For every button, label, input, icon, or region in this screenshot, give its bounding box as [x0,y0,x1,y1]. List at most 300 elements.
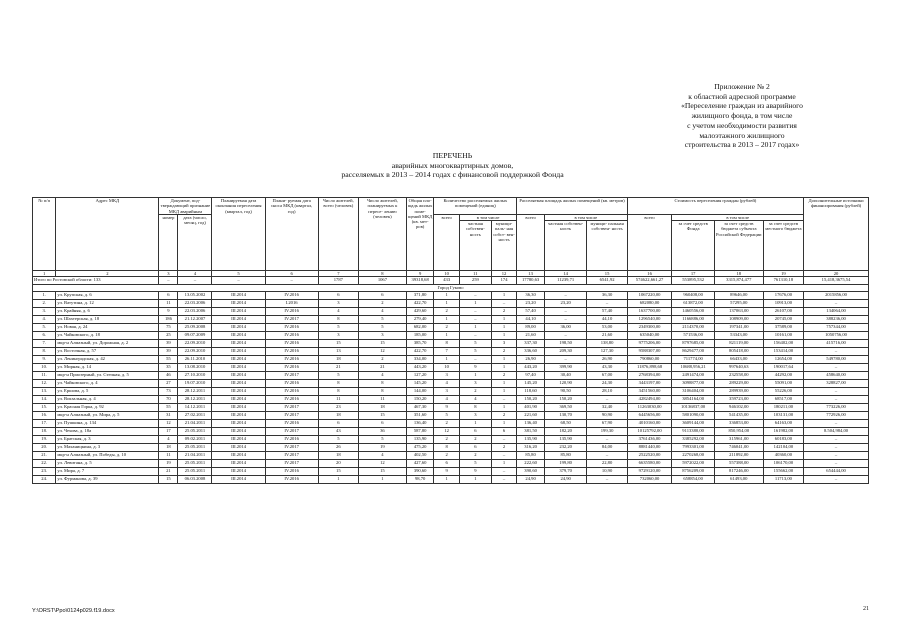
header-space-private: частная собствен- ность [544,221,586,271]
table-cell: 3 [459,380,491,388]
header-extra-sources: Дополнительные источники финансирования (рублей) [804,198,869,271]
document-title [0,151,905,180]
table-cell: 18 [318,356,358,364]
table-cell: 443,20 [517,364,545,372]
table-cell: 12 [159,420,178,428]
table-cell: 7. [33,340,56,348]
table-cell: 6635580,00 [627,460,672,468]
column-number: 18 [714,271,763,277]
table-cell: III.2014 [212,436,265,444]
table-row [33,404,869,412]
table-cell: 587,80 [406,428,434,436]
table-cell: III.2014 [212,412,265,420]
table-cell: 25.05.2011 [178,468,212,476]
table-cell: 24,90 [544,476,586,484]
table-cell: 805418,00 [714,348,763,356]
table-cell: 22.03.2006 [178,300,212,308]
address-cell: ул. Восточная, д. 57 [56,348,159,356]
table-cell: 371,80 [406,292,434,300]
table-cell: 3385292,00 [672,436,714,444]
table-cell: 135,90 [544,436,586,444]
table-row [33,420,869,428]
table-cell: 23,20 [544,300,586,308]
table-cell: IV.2016 [265,364,318,372]
table-cell: 2. [33,300,56,308]
table-cell: 2 [434,436,459,444]
appendix-line: Приложение № 2 [714,82,770,91]
table-row [33,340,869,348]
table-cell: IV.2016 [265,324,318,332]
table-cell: 22.09.2010 [178,340,212,348]
table-cell: 18 [318,452,358,460]
table-cell: 381,50 [517,428,545,436]
table-cell: 15 [318,340,358,348]
table-cell: – [544,356,586,364]
total-cell: 259 [459,277,491,285]
table-cell: 150,20 [544,396,586,404]
table-cell: 150,20 [517,396,545,404]
table-cell: – [587,300,627,308]
table-cell: 369,50 [544,404,586,412]
address-cell: ул. Красная Горка, д. 92 [56,404,159,412]
column-number: 14 [544,271,586,277]
table-cell: 137063,00 [714,308,763,316]
table-cell: III.2014 [212,404,265,412]
city-row [33,285,869,292]
table-cell: – [491,300,517,308]
table-cell: IV.2017 [265,452,318,460]
table-cell: – [544,332,586,340]
table-cell: – [459,308,491,316]
table-cell: – [587,436,627,444]
table-cell: 190017,64 [763,364,803,372]
table-cell: 13. [33,388,56,396]
table-cell: 4 [359,308,407,316]
table-cell: III.2014 [212,292,265,300]
table-cell: 75 [159,324,178,332]
table-cell: 772926,00 [804,412,869,420]
table-cell: 1 [434,476,459,484]
table-cell: 8 [459,404,491,412]
table-cell: 3443197,00 [627,380,672,388]
table-cell: 1 [359,476,407,484]
table-cell: 422,70 [406,348,434,356]
table-cell: 1 [491,404,517,412]
table-cell: 130,70 [544,412,586,420]
table-cell: – [587,452,627,460]
table-cell: – [491,396,517,404]
total-cell: – [265,277,318,285]
table-cell: 475,20 [406,444,434,452]
table-cell: 142104,00 [763,444,803,452]
table-cell: 120,90 [544,380,586,388]
header-planned-demolition: Плани- руемая дата сноса МКД (квартал, год) [265,198,318,271]
table-cell: 4. [33,316,56,324]
table-cell: 3 [359,332,407,340]
table-cell: 1166886,00 [672,316,714,324]
table-cell: 711774,00 [672,356,714,364]
table-cell: 144,00 [406,388,434,396]
table-cell: 8 [434,444,459,452]
table-cell: 22,80 [587,460,627,468]
table-row [33,476,869,484]
table-row [33,452,869,460]
table-row [33,444,869,452]
table-cell: 21.04.2011 [178,420,212,428]
table-cell: 89,00 [517,324,545,332]
header-doc-number: номер [159,214,178,270]
header-rooms-private: частная собствен- ность [459,221,491,271]
table-cell: III.2014 [212,396,265,404]
table-cell: 15 [359,340,407,348]
table-cell: 44292,00 [763,372,803,380]
table-cell: 153414,00 [763,348,803,356]
table-cell: 3. [33,308,56,316]
table-cell: 2522520,00 [627,452,672,460]
table-cell: 289229,00 [714,380,763,388]
table-cell: 402,50 [406,452,434,460]
total-cell: 6541,92 [587,277,627,285]
address-cell: ул. Крупская, д. 6 [56,292,159,300]
table-cell: 43,30 [587,364,627,372]
table-cell: 385,70 [406,340,434,348]
table-cell: 1 [459,300,491,308]
table-cell: 12 [359,348,407,356]
column-number: 19 [763,271,803,277]
table-cell: – [544,292,586,300]
table-cell: 3 [434,372,459,380]
table-cell: 14.12.2011 [178,404,212,412]
table-cell: 106170,00 [763,460,803,468]
table-cell: 15 [318,468,358,476]
header-cost: Стоимость переселения граждан (рублей) [627,198,803,215]
table-cell: 26 [318,444,358,452]
table-cell: 6 [459,444,491,452]
table-cell: 289939,00 [714,388,763,396]
table-cell: 36,00 [544,324,586,332]
table-cell: 351,60 [406,412,434,420]
table-cell: 9 [434,468,459,476]
table-cell: 3 [318,300,358,308]
table-cell: 946102,00 [714,404,763,412]
appendix-line: «Переселение граждан из аварийного [681,101,803,111]
table-cell: 23,20 [517,300,545,308]
address-cell: ул. Вокзальная, д. 4 [56,396,159,404]
table-cell: 757344,00 [804,324,869,332]
table-cell: 2270268,00 [672,452,714,460]
total-cell: 174 [491,277,517,285]
table-cell: 09.07.2009 [178,332,212,340]
table-cell: 9 [434,404,459,412]
header-cost-total: всего [627,214,672,270]
table-cell: 4 [359,372,407,380]
table-cell: 73 [159,388,178,396]
table-cell: III.2014 [212,452,265,460]
table-cell: 57,40 [587,308,627,316]
table-cell: 9 [159,308,178,316]
table-cell: IV.2016 [265,348,318,356]
table-cell: 1 [434,292,459,300]
table-cell: I.2016 [265,300,318,308]
table-row [33,396,869,404]
table-cell: IV.2016 [265,476,318,484]
table-cell: 5972022,00 [672,460,714,468]
address-cell: ул. Крайняя, д. 6 [56,308,159,316]
table-cell: 635040,00 [627,332,672,340]
table-cell: 9. [33,356,56,364]
table-cell: – [544,316,586,324]
table-cell: 12654,00 [763,356,803,364]
table-cell: IV.2016 [265,420,318,428]
table-cell: 2 [359,300,407,308]
column-number: 5 [212,271,265,277]
table-cell: 26,90 [587,356,627,364]
table-cell: 156402,00 [763,340,803,348]
address-cell: ул. Мирная, д. 14 [56,364,159,372]
table-cell: 5 [359,324,407,332]
table-cell: 6 [318,292,358,300]
appendix-line: жилищного фонда, в том числе [691,111,793,121]
table-cell: 1296540,00 [627,316,672,324]
table-cell: 427,60 [406,460,434,468]
table-cell: IV.2016 [265,308,318,316]
table-cell: 13.08.2010 [178,364,212,372]
table-cell: 24,90 [517,476,545,484]
table-cell: 199,30 [587,428,627,436]
table-cell: 2 [491,372,517,380]
table-cell: 1 [434,300,459,308]
address-cell: ул. Шахтерская, д. 18 [56,316,159,324]
table-cell: 6 [159,292,178,300]
table-cell: 3 [318,332,358,340]
table-cell: 5 [318,436,358,444]
table-cell: 68,50 [544,420,586,428]
table-cell: IV.2016 [265,396,318,404]
table-cell: 422,70 [406,300,434,308]
total-row [33,277,869,285]
table-cell: 103131,00 [763,412,803,420]
table-cell: 415716,00 [804,340,869,348]
address-cell: мкр-н Алмазный, ул. Дорожная, д. 2 [56,340,159,348]
houses-table [32,197,869,484]
table-cell: – [804,460,869,468]
page-number: 21 [863,606,869,612]
table-cell: – [804,388,869,396]
table-cell: 11 [318,396,358,404]
table-cell: 15 [359,412,407,420]
table-cell: 222,60 [517,460,545,468]
table-cell: 6 [491,428,517,436]
table-cell: 5801090,00 [672,412,714,420]
address-cell: мкр-н Алмазный, ул. Победы, д. 10 [56,452,159,460]
table-cell: 1050756,00 [804,332,869,340]
table-cell: 19 [359,444,407,452]
table-cell: 1460556,00 [672,308,714,316]
table-cell: 2 [459,436,491,444]
table-row [33,380,869,388]
table-cell: 541435,00 [714,412,763,420]
table-cell: 134064,00 [804,308,869,316]
table-cell: IV.2017 [265,372,318,380]
table-cell: 17676,00 [763,292,803,300]
table-row [33,308,869,316]
table-cell: III.2014 [212,308,265,316]
table-cell: 32,40 [587,404,627,412]
table-cell: 18 [159,444,178,452]
column-number: 6 [265,271,318,277]
table-cell: 182,20 [544,428,586,436]
table-cell: 3 [434,388,459,396]
header-doc-date: дата (число, месяц, год) [178,214,212,270]
header-address: Адрес МКД [56,198,159,271]
table-row [33,372,869,380]
table-cell: III.2014 [212,460,265,468]
table-cell: – [804,396,869,404]
table-cell: 57,40 [517,308,545,316]
table-cell: 13.05.2002 [178,292,212,300]
table-cell: 20745,00 [763,316,803,324]
table-cell: 26.11.2010 [178,356,212,364]
table-cell: 145,20 [406,380,434,388]
total-cell: – [178,277,212,285]
table-cell: 12 [434,428,459,436]
table-cell: III.2014 [212,388,265,396]
table-cell: 3098877,00 [672,380,714,388]
table-row [33,428,869,436]
table-cell: 198,50 [544,340,586,348]
table-cell: 2 [491,444,517,452]
column-number: 2 [56,271,159,277]
table-cell: 5. [33,324,56,332]
table-cell: 15. [33,404,56,412]
table-cell: 22.03.2006 [178,308,212,316]
table-cell: 571536,00 [672,332,714,340]
total-cell: 39318,68 [406,277,434,285]
table-cell: 6 [359,420,407,428]
table-cell: 960408,00 [672,292,714,300]
table-cell: 10688,956,21 [672,364,714,372]
table-cell: 2 [491,308,517,316]
table-cell: 27.02.2011 [178,412,212,420]
table-cell: 1 [491,420,517,428]
table-cell: 11 [359,396,407,404]
table-cell: 232,20 [544,444,586,452]
table-cell: 8.504,984,00 [804,428,869,436]
table-cell: 11 [159,300,178,308]
table-cell: 185,00 [406,332,434,340]
table-row [33,364,869,372]
table-cell: 25.05.2011 [178,428,212,436]
table-cell: 2 [434,420,459,428]
table-cell: III.2014 [212,476,265,484]
table-cell: 821119,00 [714,340,763,348]
table-cell: 549780,00 [804,356,869,364]
table-cell: 20 [318,460,358,468]
table-cell: 467,30 [406,404,434,412]
table-cell: 4010160,00 [627,420,672,428]
table-cell: 85,80 [517,452,545,460]
table-cell: 30,40 [544,372,586,380]
table-cell: 55 [159,356,178,364]
table-cell: IV.2016 [265,468,318,476]
table-body [33,271,869,484]
table-cell: 67,90 [587,420,627,428]
address-cell: ул. Мира, д. 7 [56,468,159,476]
city-name: Город Гуково [33,285,869,292]
address-cell: мкр-н Приозерный, ул. Степная, д. 5 [56,372,159,380]
table-cell: 89646,00 [714,292,763,300]
table-cell: 2491474,00 [672,372,714,380]
table-cell: 57295,00 [714,300,763,308]
table-cell: 1 [491,388,517,396]
total-cell: 574622,661,27 [627,277,672,285]
table-cell: 25.09.2008 [178,324,212,332]
table-cell: 9775206,00 [627,340,672,348]
table-cell: 6 [318,420,358,428]
total-cell: 17780,63 [517,277,545,285]
total-cell: 15,418,3675,54 [804,277,869,285]
table-cell: 21,60 [517,332,545,340]
table-cell: 1 [434,332,459,340]
table-cell: 1 [318,476,358,484]
table-cell: 773226,00 [804,404,869,412]
table-cell: IV.2017 [265,444,318,452]
address-cell: ул. Чайковского, д. 4 [56,380,159,388]
table-cell: 1 [491,364,517,372]
table-cell: 21 [318,364,358,372]
table-cell: 746041,00 [714,444,763,452]
table-cell: 221,60 [517,412,545,420]
table-cell: 279,40 [406,316,434,324]
table-cell: 316,20 [517,444,545,452]
table-cell: 5 [459,340,491,348]
table-cell: 127,30 [587,348,627,356]
table-cell: – [491,452,517,460]
header-space-total: всего [517,214,545,270]
table-cell: 682080,00 [627,300,672,308]
table-cell: 8756209,00 [672,468,714,476]
total-cell: 761310,18 [763,277,803,285]
table-cell: – [804,444,869,452]
table-cell: 658854,00 [672,476,714,484]
table-cell: 21.12.2007 [178,316,212,324]
table-cell: 399,90 [544,364,586,372]
table-cell: 4 [434,380,459,388]
table-cell: – [491,436,517,444]
table-cell: 127,20 [406,372,434,380]
header-space-municipal: муници- пальная собствен- ность [587,221,627,271]
table-cell: 15 [159,476,178,484]
header-rooms: Количество расселяемых жилых помещений (единиц) [434,198,517,215]
table-row [33,292,869,300]
table-cell: 2 [434,324,459,332]
table-cell: 13 [318,348,358,356]
table-cell: 197341,00 [714,324,763,332]
table-cell: 27.10.2010 [178,372,212,380]
table-cell: 17 [159,428,178,436]
table-cell: 135,90 [517,436,545,444]
table-row [33,348,869,356]
table-row [33,460,869,468]
header-n: № п/п [33,198,56,271]
table-cell: 9 [459,364,491,372]
table-cell: III.2014 [212,420,265,428]
address-cell: мкр-н Алмазный, ул. Мира, д. 5 [56,412,159,420]
table-cell: 4 [359,452,407,460]
table-cell: 18. [33,428,56,436]
table-cell: 10913,00 [763,300,803,308]
table-cell: 53,00 [587,324,627,332]
